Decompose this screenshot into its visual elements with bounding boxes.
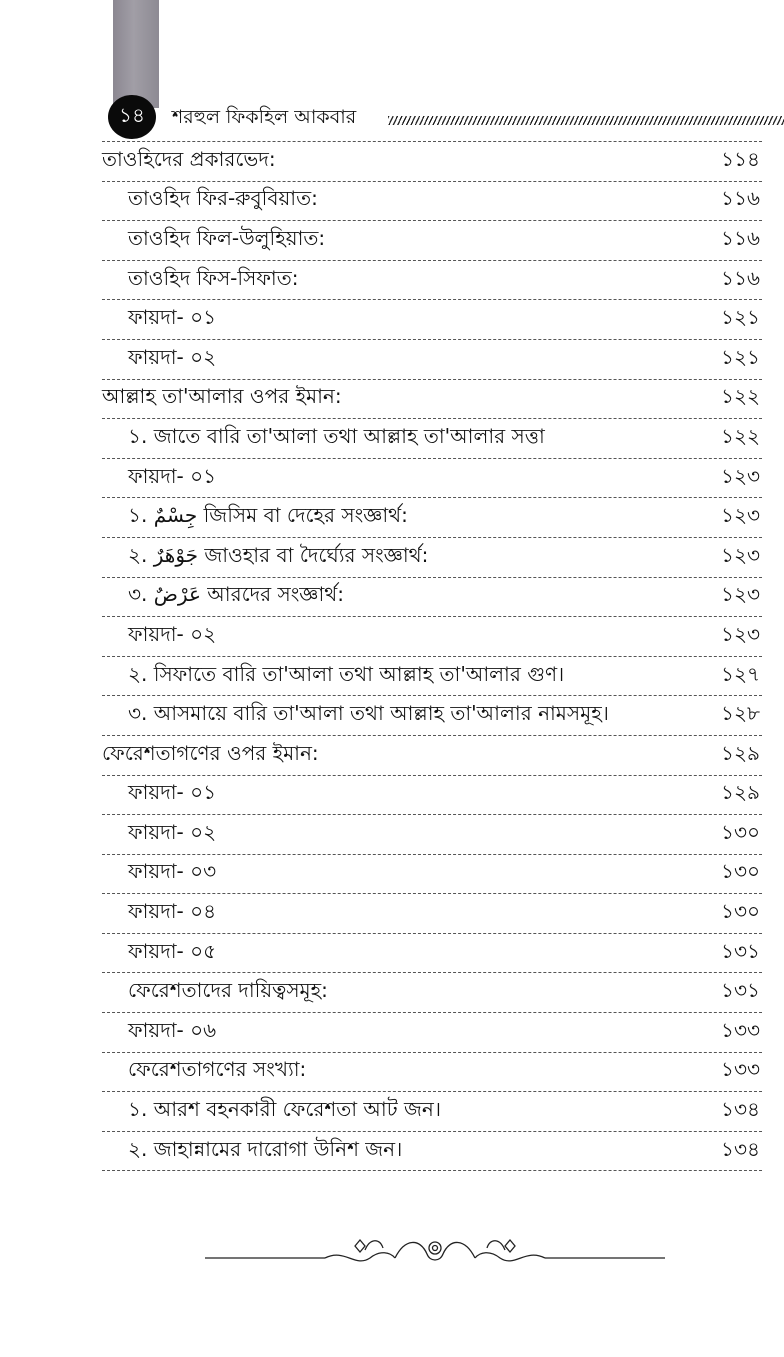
- toc-entry-page: ১২৩: [721, 621, 760, 646]
- toc-row: [102, 855, 762, 895]
- toc-entry-page: ১১৬: [721, 186, 760, 211]
- toc-row: [102, 657, 762, 697]
- toc-entry-title: ২. সিফাতে বারি তা'আলা তথা আল্লাহ তা'আলার গুণ।: [128, 661, 565, 686]
- toc-entry-title: ৩. আসমায়ে বারি তা'আলা তথা আল্লাহ তা'আলার নামসমূহ।: [128, 701, 609, 726]
- toc-entry-title: ফেরেশতাদের দায়িত্বসমূহ:: [128, 978, 328, 1003]
- toc-row: [102, 973, 762, 1013]
- toc-entry-title: ফায়দা- ০১: [128, 305, 217, 330]
- toc-entry-page: ১৩০: [721, 899, 760, 924]
- toc-row: [102, 815, 762, 855]
- toc-entry-title: ফায়দা- ০৩: [128, 859, 217, 884]
- toc-entry-page: ১২২: [721, 384, 760, 409]
- toc-entry-page: ১২১: [721, 344, 760, 369]
- toc-entry-title: ২. জাহান্নামের দারোগা উনিশ জন।: [128, 1136, 403, 1161]
- toc-row: [102, 1132, 762, 1172]
- toc-entry-title: ফায়দা- ০৫: [128, 938, 217, 963]
- toc-entry-title: তাওহিদ ফিস-সিফাত:: [128, 265, 299, 290]
- toc-entry-page: ১১৬: [721, 225, 760, 250]
- toc-entry-page: ১২৩: [721, 503, 760, 528]
- toc-entry-title: ৩. عَرْضٌ আরদের সংজ্ঞার্থ:: [128, 582, 344, 607]
- toc-entry-title: ফায়দা- ০৬: [128, 1017, 217, 1042]
- toc-row: [102, 142, 762, 182]
- toc-entry-title: তাওহিদ ফিল-উলুহিয়াত:: [128, 225, 326, 250]
- running-title: শরহুল ফিকহিল আকবার: [172, 106, 357, 128]
- toc-row: [102, 1013, 762, 1053]
- toc-row: [102, 696, 762, 736]
- toc-row: [102, 498, 762, 538]
- toc-entry-title: ১. জাতে বারি তা'আলা তথা আল্লাহ তা'আলার সত্তা: [128, 423, 545, 448]
- toc-entry-page: ১৩৪: [721, 1136, 760, 1161]
- toc-entry-title: ফায়দা- ০১: [128, 780, 217, 805]
- table-of-contents: [102, 141, 762, 1171]
- toc-row: [102, 578, 762, 618]
- toc-row: [102, 261, 762, 301]
- toc-entry-title: তাওহিদের প্রকারভেদ:: [102, 146, 276, 171]
- toc-row: [102, 617, 762, 657]
- toc-row: [102, 1092, 762, 1132]
- toc-entry-page: ১২৩: [721, 542, 760, 567]
- toc-entry-title: ফায়দা- ০২: [128, 621, 217, 646]
- toc-entry-title: ফায়দা- ০২: [128, 344, 217, 369]
- toc-entry-page: ১৩০: [721, 859, 760, 884]
- toc-entry-title: ফেরেশতাগণের ওপর ইমান:: [102, 740, 319, 765]
- toc-entry-page: ১২৭: [721, 661, 760, 686]
- toc-entry-title: তাওহিদ ফির-রুবুবিয়াত:: [128, 186, 318, 211]
- toc-entry-page: ১২১: [721, 305, 760, 330]
- toc-entry-title: ১. جِسْمٌ জিসিম বা দেহের সংজ্ঞার্থ:: [128, 503, 408, 528]
- toc-entry-title: আল্লাহ তা'আলার ওপর ইমান:: [102, 384, 342, 409]
- toc-row: [102, 1053, 762, 1093]
- toc-entry-title: ২. جَوْهَرٌ জাওহার বা দৈর্ঘ্যের সংজ্ঞার্থ:: [128, 542, 429, 567]
- toc-row: [102, 300, 762, 340]
- toc-entry-page: ১১৪: [721, 146, 760, 171]
- toc-entry-page: ১৩৩: [721, 1057, 760, 1082]
- toc-row: [102, 380, 762, 420]
- toc-entry-page: ১২২: [721, 423, 760, 448]
- toc-entry-title: ফায়দা- ০২: [128, 819, 217, 844]
- toc-entry-title: ১. আরশ বহনকারী ফেরেশতা আট জন।: [128, 1097, 441, 1122]
- toc-entry-page: ১৩৩: [721, 1017, 760, 1042]
- toc-entry-page: ১৩০: [721, 819, 760, 844]
- toc-entry-page: ১২৮: [721, 701, 760, 726]
- toc-entry-page: ১১৬: [721, 265, 760, 290]
- toc-entry-page: ১৩৪: [721, 1097, 760, 1122]
- toc-entry-page: ১২৩: [721, 582, 760, 607]
- toc-row: [102, 736, 762, 776]
- toc-row: [102, 538, 762, 578]
- toc-entry-page: ১২৯: [721, 780, 760, 805]
- toc-row: [102, 182, 762, 222]
- ornament-divider-icon: [205, 1228, 665, 1276]
- toc-row: [102, 776, 762, 816]
- toc-row: [102, 934, 762, 974]
- toc-entry-page: ১২৯: [721, 740, 760, 765]
- toc-row: [102, 459, 762, 499]
- toc-row: [102, 221, 762, 261]
- page-number-badge: ১৪: [108, 95, 156, 139]
- toc-entry-title: ফায়দা- ০৪: [128, 899, 217, 924]
- page-tab-strip: [113, 0, 159, 108]
- toc-entry-title: ফায়দা- ০১: [128, 463, 217, 488]
- toc-entry-page: ১২৩: [721, 463, 760, 488]
- header-hatch-rule: [388, 116, 784, 125]
- toc-row: [102, 340, 762, 380]
- toc-entry-page: ১৩১: [721, 978, 760, 1003]
- toc-entry-page: ১৩১: [721, 938, 760, 963]
- toc-row: [102, 419, 762, 459]
- toc-row: [102, 894, 762, 934]
- toc-entry-title: ফেরেশতাগণের সংখ্যা:: [128, 1057, 307, 1082]
